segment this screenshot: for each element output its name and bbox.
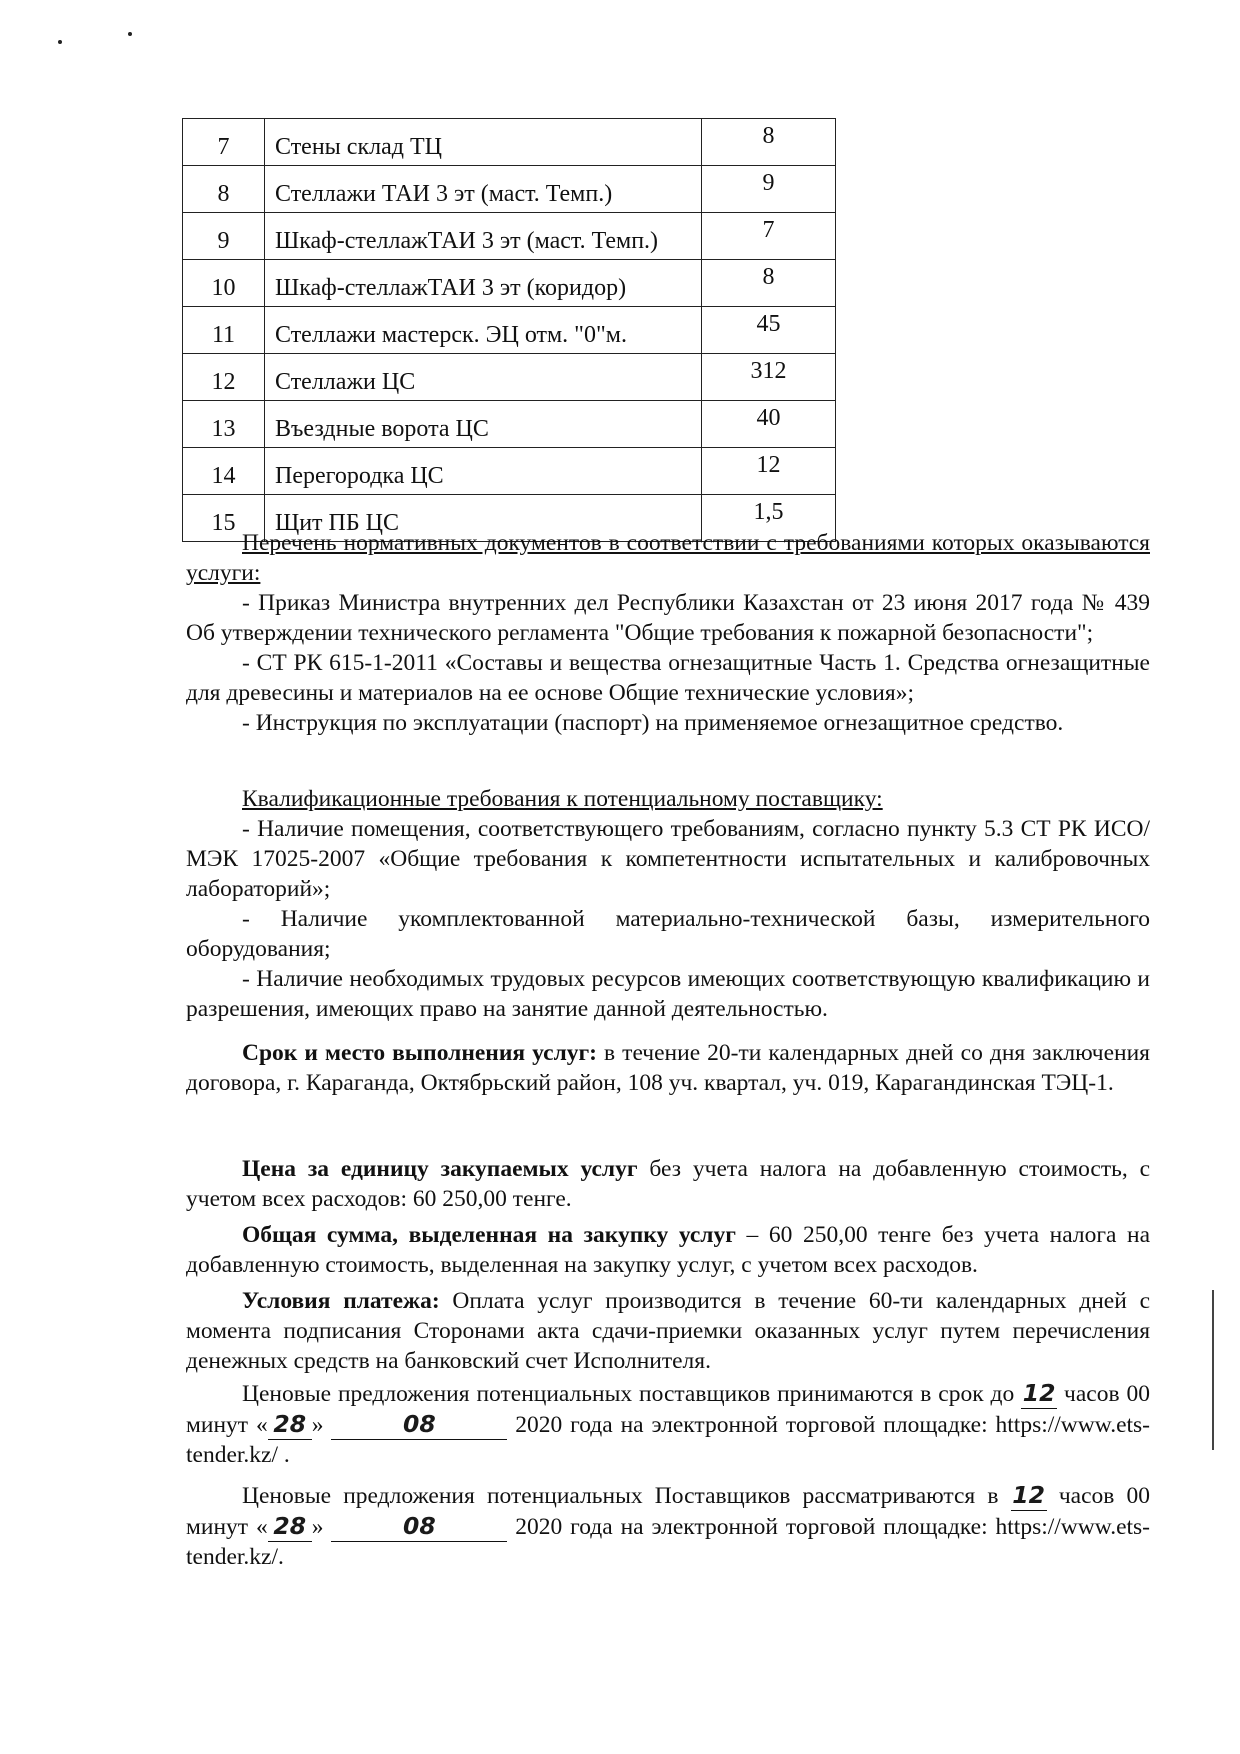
table-row [183,119,836,166]
scan-speck [58,40,62,44]
item-name: Стеллажи ТАИ 3 эт (маст. Темп.) [265,166,702,213]
item-quantity: 7 [702,213,836,260]
handwritten-month: 08 [331,1409,507,1440]
handwritten-day: 28 [268,1409,312,1440]
item-name: Перегородка ЦС [265,448,702,495]
item-quantity: 312 [702,354,836,401]
qualification-item: - Наличие необходимых трудовых ресурсов имеющих соответствующую квалификацию и разрешения, имеющих право на занятие данной деятельностью. [186,966,1150,1022]
normative-item: - Приказ Министра внутренних дел Республики Казахстан от 23 июня 2017 года № 439 Об утверждении технического регламента "Общие требования к пожарной безопасности"; [186,590,1150,646]
row-number: 14 [183,448,265,495]
item-quantity: 1,5 [702,495,836,542]
qualification-item: - Наличие помещения, соответствующего требованиям, согласно пункту 5.3 СТ РК ИСО/МЭК 17025-2007 «Общие требования к компетентности испытательных и калибровочных лабораторий»; [186,816,1150,902]
table-row [183,307,836,354]
scan-edge-mark [1212,1290,1214,1450]
deadline-section [186,1378,1150,1572]
handwritten-hour: 12 [1022,1379,1056,1407]
row-number: 9 [183,213,265,260]
item-quantity: 9 [702,166,836,213]
payment-text: Оплата услуг производится в течение 60-ти календарных дней с момента подписания Сторонами акта сдачи-приемки оказанных услуг путем перечисления денежных средств на банковский счет Исполнителя. [186,1288,1150,1374]
row-number: 10 [183,260,265,307]
normative-section [186,528,1150,738]
qualification-heading: Квалификационные требования к потенциальному поставщику: [242,786,883,812]
table-row [183,213,836,260]
term-text: в течение 20-ти календарных дней со дня заключения договора, г. Караганда, Октябрьский район, 108 уч. квартал, уч. 019, Карагандинская ТЭЦ-1. [186,1040,1150,1096]
payment-label: Условия платежа: [242,1288,440,1314]
review-paragraph: Ценовые предложения потенциальных Поставщиков рассматриваются в 12 часов 00 минут « 28 » 08 2020 года на электронной торговой площадке: https://www.ets-tender.kz/. [186,1481,1151,1570]
total-label: Общая сумма, выделенная на закупку услуг [242,1222,736,1248]
row-number: 12 [183,354,265,401]
item-quantity: 45 [702,307,836,354]
row-number: 11 [183,307,265,354]
table-row [183,260,836,307]
item-name: Щит ПБ ЦС [265,495,702,542]
scan-speck [128,32,132,36]
item-name: Стеллажи ЦС [265,354,702,401]
item-name: Въездные ворота ЦС [265,401,702,448]
total-text: – 60 250,00 тенге без учета налога на добавленную стоимость, выделенная на закупку услуг, с учетом всех расходов. [186,1222,1150,1278]
table-row [183,448,836,495]
qualification-item: - Наличие укомплектованной материально-технической базы, измерительного оборудования; [186,906,1150,962]
handwritten-month: 08 [331,1511,507,1542]
item-quantity: 8 [702,119,836,166]
normative-item: - СТ РК 615-1-2011 «Составы и вещества огнезащитные Часть 1. Средства огнезащитные для древесины и материалов на ее основе Общие технические условия»; [186,650,1150,706]
item-name: Стеллажи мастерск. ЭЦ отм. "0"м. [265,307,702,354]
item-name: Шкаф-стеллажТАИ 3 эт (коридор) [265,260,702,307]
price-text: без учета налога на добавленную стоимость, с учетом всех расходов: 60 250,00 тенге. [186,1156,1151,1212]
term-section [186,1038,1150,1098]
table-row [183,354,836,401]
row-number: 8 [183,166,265,213]
handwritten-day: 28 [268,1511,312,1542]
row-number: 15 [183,495,265,542]
item-quantity: 8 [702,260,836,307]
price-section [186,1154,1150,1376]
term-label: Срок и место выполнения услуг: [242,1040,598,1066]
table-row [183,401,836,448]
item-name: Шкаф-стеллажТАИ 3 эт (маст. Темп.) [265,213,702,260]
normative-heading: Перечень нормативных документов в соответствии с требованиями которых оказываются услуги: [186,530,1150,586]
qualification-section [186,784,1150,1024]
row-number: 7 [183,119,265,166]
item-name: Стены склад ТЦ [265,119,702,166]
items-table [182,118,836,542]
item-quantity: 40 [702,401,836,448]
normative-item: - Инструкция по эксплуатации (паспорт) на применяемое огнезащитное средство. [242,710,1064,736]
table-row [183,166,836,213]
row-number: 13 [183,401,265,448]
submission-paragraph: Ценовые предложения потенциальных поставщиков принимаются в срок до 12 часов 00 минут « 28 » 08 2020 года на электронной торговой площадке: https://www.ets-tender.kz/ . [186,1379,1150,1468]
item-quantity: 12 [702,448,836,495]
price-label: Цена за единицу закупаемых услуг [242,1156,638,1182]
handwritten-hour: 12 [1012,1481,1045,1509]
